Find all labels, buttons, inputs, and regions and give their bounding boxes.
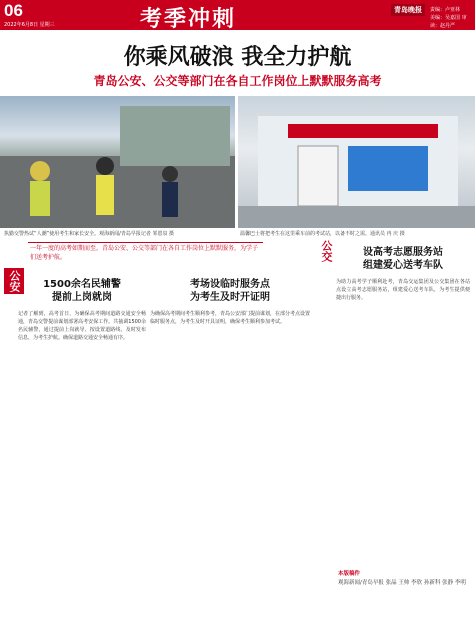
intro-divider <box>28 242 263 243</box>
photo-caption-right: 温馨巴士将把考生在这里乘车前的考试站，以备不时之需。通讯员 冉 庆 摄 <box>240 231 405 237</box>
credits-names: 观海新闻/青岛早报 张晶 王帅 李欣 孙新科 张静 李明 <box>338 580 466 586</box>
credits-label: 本版稿件 <box>338 571 361 577</box>
section-tag-bus: 公交 <box>320 240 333 262</box>
section-tag-police: 公安 <box>4 268 24 294</box>
section-body-3: 为助力高考学子顺利赴考，青岛交运集团及公交集团在各站点设立高考志愿服务站，组建爱心送考车队，为考生提供便捷出行服务。 <box>336 279 470 301</box>
photo-traffic-police-illustration <box>0 96 235 228</box>
photo-bus-station-illustration <box>238 96 475 228</box>
photo-bus-station <box>238 96 475 228</box>
section-title-3 <box>336 246 470 272</box>
credits-box <box>338 570 475 588</box>
section-title-line: 为考生及时开证明 <box>190 292 270 303</box>
section-title-line: 1500余名民辅警 <box>43 279 121 290</box>
section-title-line: 组建爱心送考车队 <box>363 260 443 271</box>
section-title-line: 考场设临时服务点 <box>190 279 270 290</box>
editor-line: 责编：卢亚林 <box>430 7 461 13</box>
section-body-2: 为确保高考期间考生顺利参考，青岛公安部门提前谋划，在部分考点设置临时服务点，为考生及时开具证明，确保考生顺利参加考试。 <box>150 311 310 325</box>
subheadline: 青岛公安、公交等部门在各自工作岗位上默默服务高考 <box>93 74 382 88</box>
photo-caption-left: 执勤交警热试“人潮”使用考生和家长安全。观海新闻/青岛早报记者 邹恩泉 摄 <box>4 231 175 237</box>
editor-credits <box>430 6 475 30</box>
section-body-1: 记者了解到，高考首日，为确保高考期间道路交通安全畅通，青岛交警提前谋划部署高考安保工作。共抽调1500余名民辅警，通过提前上岗就导、按设置道路线、及时发布信息，为考生护航。确保道路交通安全畅通有序。 <box>18 311 146 341</box>
brand-logo: 青岛晚报 <box>391 4 425 16</box>
headline: 你乘风破浪 我全力护航 <box>123 45 352 70</box>
section-title-1 <box>20 278 144 304</box>
section-title-2 <box>150 278 310 304</box>
editor-line: 美编：吴嘉国 审读：赵丹严 <box>430 15 467 29</box>
date-line: 2022年6月8日 星期三 <box>4 22 55 28</box>
section-title-line: 设高考志愿服务站 <box>363 247 443 258</box>
page-number: 06 <box>4 1 23 20</box>
section-title-line: 提前上岗就岗 <box>52 292 112 303</box>
intro-text: 一年一度的高考如期而至，青岛公安、公交等部门在各自工作岗位上默默服务，为学子们送考护航。 <box>30 245 259 261</box>
section-banner: 考季冲刺 <box>140 7 237 32</box>
page-header <box>0 0 475 30</box>
photo-traffic-police <box>0 96 235 228</box>
